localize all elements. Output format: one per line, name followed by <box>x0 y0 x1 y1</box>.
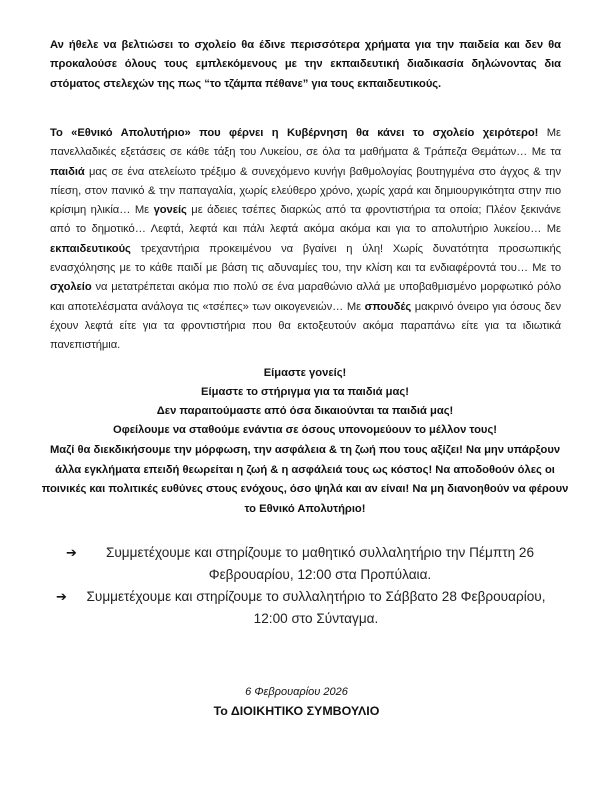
events-list <box>56 542 560 630</box>
arrow-right-icon: ➔ <box>56 589 67 604</box>
signature: Το ΔΙΟΙΚΗΤΙΚΟ ΣΥΜΒΟΥΛΙΟ <box>213 704 380 718</box>
slogan-line: Οφείλουμε να σταθούμε ενάντια σε όσους υπονομεύουν το μέλλον τους! <box>113 424 497 436</box>
headline-sentence: Το «Εθνικό Απολυτήριο» που φέρνει η Κυβέρνηση θα κάνει το σχολείο χειρότερο! <box>50 127 539 139</box>
paragraph-text: τρεχαντήρια προκειμένου να βγαίνει η ύλη! Χωρίς δυνατότητα προσωπικής ενασχόλησης με το κάθε παιδί με βάση τις αδυναμίες του, την κλίση και τα ενδιαφέροντά του… Με το <box>50 242 561 275</box>
paragraph-text: μακρινό όνειρο για όσους δεν έχουν λεφτά είτε για τα φροντιστήρια που θα εκτοξευτούν ακόμα παραπάνω είτε για τα ιδιωτικά πανεπιστήμια. <box>50 300 561 352</box>
document-date: 6 Φεβρουαρίου 2026 <box>245 686 348 698</box>
slogan-line: Δεν παραιτούμαστε από όσα δικαιούνται τα παιδιά μας! <box>156 405 454 417</box>
event-text-line: Συμμετέχουμε και στηρίζουμε το μαθητικό συλλαλητήριο την Πέμπτη 26 <box>105 545 535 560</box>
keyword-children: παιδιά <box>50 165 85 178</box>
slogan-line: Είμαστε γονείς! <box>263 367 347 379</box>
paragraph-text: μας σε ένα ατελείωτο τρέξιμο & συνεχόμενο κυνήγι βαθμολογίας βουτηγμένα στο άγχος & την πίεση, στον πανικό & την παπαγαλία, χωρίς ελεύθερο χρόνο, χωρίς χαρά και δημιουργικότητα στην πιο κρίσιμη ηλικία… Με <box>50 165 561 217</box>
event-item <box>60 542 560 586</box>
arrow-right-icon: ➔ <box>66 545 77 560</box>
main-paragraph <box>50 124 561 356</box>
event-text-line: Φεβρουαρίου, 12:00 στα Προπύλαια. <box>208 567 432 582</box>
keyword-school: σχολείο <box>50 281 92 294</box>
keyword-studies: σπουδές <box>364 300 412 313</box>
event-text-line: Συμμετέχουμε και στηρίζουμε το συλλαλητήριο το Σάββατο 28 Φεβρουαρίου, <box>86 589 546 604</box>
keyword-teachers: εκπαιδευτικούς <box>50 242 131 255</box>
slogan-line: Είμαστε το στήριγμα για τα παιδιά μας! <box>201 386 409 398</box>
demands-paragraph: Μαζί θα διεκδικήσουμε την μόρφωση, την ασφάλεια & τη ζωή που τους αξίζει! Να μην υπάρξουν άλλα εγκλήματα επειδή θεωρείται η ζωή & η ασφάλειά τους ως κόστος! Να αποδοθούν όλες οι ποινικές και πολιτικές ευθύνες στους ενόχους, όσο ψηλά και αν είναι! Να μη διανοηθούν να φέρουν το Εθνικό Απολυτήριο! <box>41 444 569 515</box>
slogans-block <box>40 364 570 440</box>
keyword-parents: γονείς <box>153 204 187 217</box>
paragraph-text: με άδειες τσέπες διαρκώς από τα φροντιστήρια τα οποία; Πλέον ξεκινάνε από το δημοτικό… Λεφτά, λεφτά και πάλι λεφτά ακόμα ακόμα και για το απολυτήριο λυκείου… Με <box>50 204 561 236</box>
intro-paragraph: Αν ήθελε να βελτιώσει το σχολείο θα έδινε περισσότερα χρήματα για την παιδεία και δεν θα προκαλούσε όλους τους εμπλεκόμενους με την εκπαιδευτική διαδικασία δηλώνοντας δια στόματος στελεχών της πως “το τζάμπα πέθανε” για τους εκπαιδευτικούς. <box>50 39 561 90</box>
paragraph-text: να μετατρέπεται ακόμα πιο πολύ σε ένα μαραθώνιο αλλά με υποβαθμισμένο μορφωτικό ρόλο και αποτελέσματα ανάλογα τις «τσέπες» των οικογενειών… Με <box>50 281 561 313</box>
event-item <box>56 586 560 630</box>
paragraph-text: Με πανελλαδικές εξετάσεις σε κάθε τάξη του Λυκείου, σε όλα τα μαθήματα & Τράπεζα Θεμάτων… Με τα <box>50 127 561 159</box>
event-text-line: 12:00 στο Σύνταγμα. <box>253 611 379 626</box>
